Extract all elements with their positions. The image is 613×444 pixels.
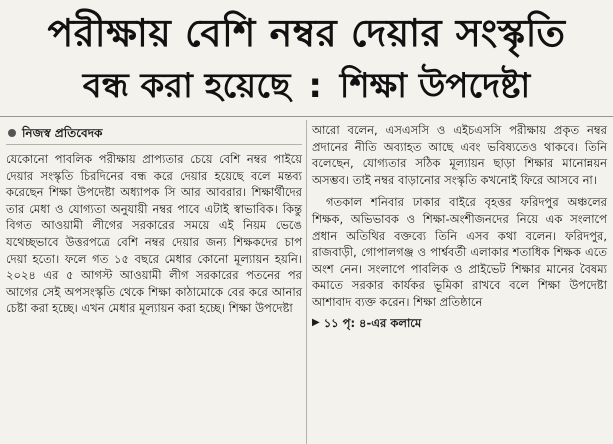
continued-text: ১১ পৃ: ৪-এর কলামে (323, 315, 422, 330)
byline (6, 122, 302, 145)
right-paragraph-1: আরো বলেন, এসএসসি ও এইচএসসি পরীক্ষায় প্রকৃত নম্বর প্রদানের নীতি অব্যাহত আছে এবং ভবিষ্যতেও থাকবে। তিনি বলেছেন, যোগ্যতার সঠিক মূল্যায়ন ছাড়া শিক্ষার মানোন্নয়ন অসম্ভব। তাই নম্বর বাড়ানোর সংস্কৃতি কখনোই ফিরে আসবে না। (312, 123, 607, 187)
headline-line-2 (0, 62, 613, 110)
headline-colon: : (308, 66, 322, 106)
byline-text: নিজস্ব প্রতিবেদক (22, 125, 103, 140)
continued-line (312, 315, 607, 332)
bullet-icon (8, 129, 16, 137)
headline-line-1: পরীক্ষায় বেশি নম্বর দেয়ার সংস্কৃতি (47, 11, 566, 55)
right-column (312, 122, 607, 444)
headline-rule (0, 116, 613, 117)
headline-line-2-main: বন্ধ করা হয়েছে (82, 66, 291, 106)
triangle-right-icon: ▶ (312, 316, 320, 328)
headline-attribution: শিক্ষা উপদেষ্টা (339, 66, 531, 106)
left-paragraph-1: যেকোনো পাবলিক পরীক্ষায় প্রাপ্যতার চেয়ে বেশি নম্বর পাইয়ে দেয়ার সংস্কৃতি চিরদিনের বন্ধ করে দেয়ার হয়েছে বলে মন্তব্য করেছেন শিক্ষা উপদেষ্টা অধ্যাপক সি আর আবরার। শিক্ষার্থীদের তার মেধা ও যোগ্যতা অনুযায়ী নম্বর পাবে এটাই স্বাভাবিক। কিন্তু বিগত আওয়ামী লীগের সরকারের সময়ে এই নিয়ম ভেঙে যথেচ্ছভাবে উত্তরপত্রে বেশি নম্বর দেয়ার জন্য শিক্ষকদের চাপ দেয়া হতো। ফলে গত ১৫ বছরে মেধার কোনো মূল্যায়ন হয়নি। ২০২৪ এর ৫ আগস্ট আওয়ামী লীগ সরকারের পতনের পর আগের সেই অপসংস্কৃতি থেকে শিক্ষা কাঠামোকে বের করে আনার চেষ্টা করা হচ্ছে। এখন মেধার মূল্যায়ন করা হচ্ছে। শিক্ষা উপদেষ্টা (6, 152, 302, 316)
right-paragraph-2: গতকাল শনিবার ঢাকার বাইরে বৃহত্তর ফরিদপুর অঞ্চলের শিক্ষক, অভিভাবক ও শিক্ষা-অংশীজনদের নিয়ে এক সংলাপে প্রধান অতিথির বক্তব্যে তিনি এসব কথা বলেন। ফরিদপুর, রাজবাড়ী, গোপালগঞ্জ ও পার্শ্ববর্তী এলাকার শতাধিক শিক্ষক এতে অংশ নেন। সংলাপে পাবলিক ও প্রাইভেট শিক্ষার মানের বৈষম্য কমাতে সরকার কার্যকর ভূমিকা রাখবে বলে শিক্ষা উপদেষ্টা আশাবাদ ব্যক্ত করেন। শিক্ষা প্রতিষ্ঠানে (312, 195, 607, 309)
column-divider (306, 120, 307, 444)
left-column (6, 122, 302, 444)
